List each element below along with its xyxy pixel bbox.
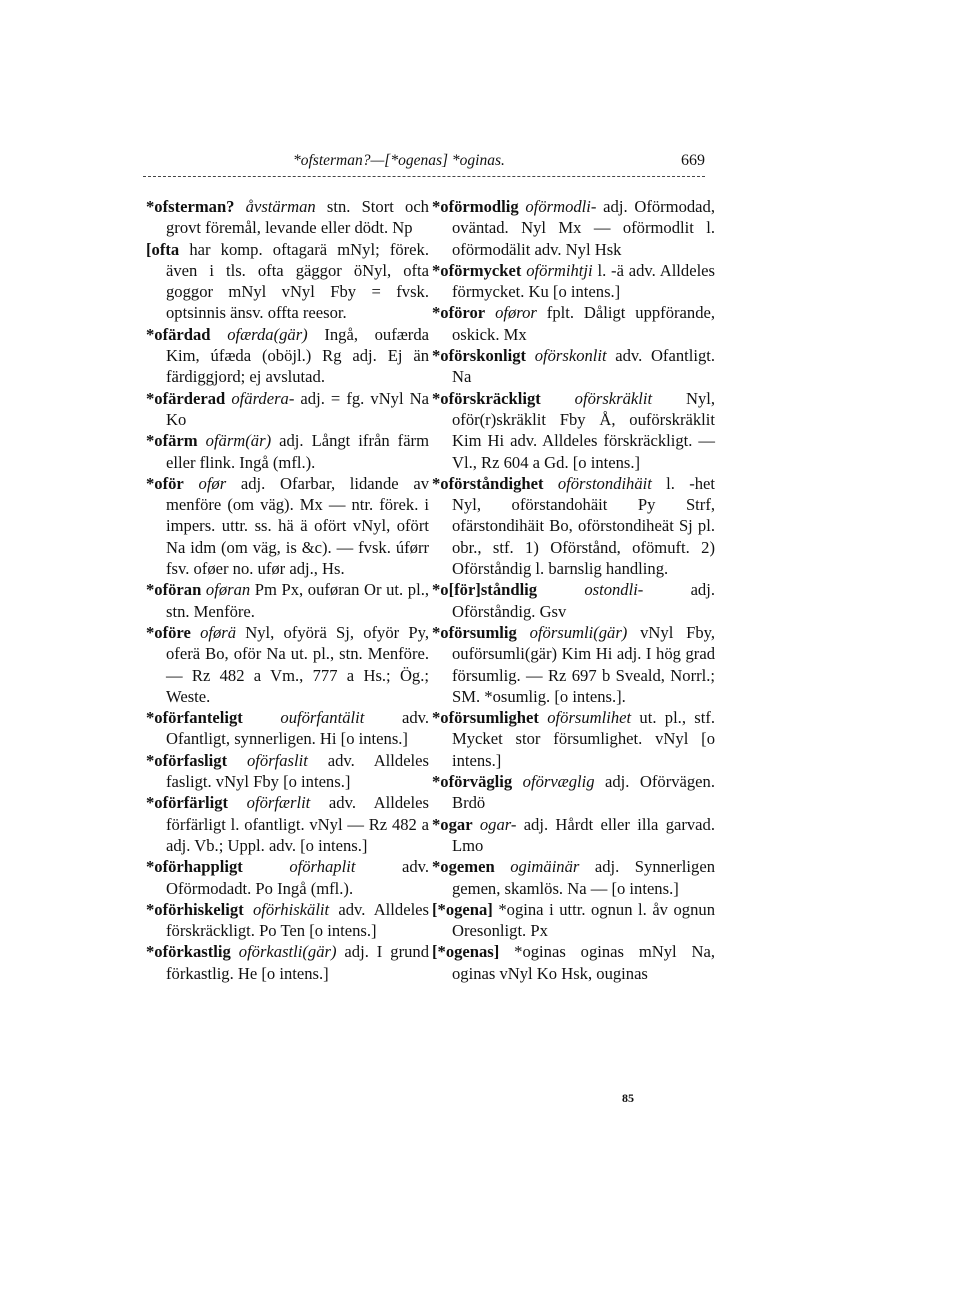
entry-text: har komp. oftagarä mNyl; förek. även i tls. ofta gäggor öNyl, ofta goggor mNyl vNyl Fby = fvsk. optsinnis änsv. offta reesor.: [166, 239, 429, 323]
dictionary-entry: [432, 707, 715, 771]
entry-text: adv. Alldeles förfärligt l. ofantligt. vNyl — Rz 482 a adj. Vb.; Uppl. adv. [o intens.]: [166, 793, 429, 855]
running-head: *ofsterman?—[*ogenas] *oginas.: [293, 152, 505, 169]
dictionary-entry: [146, 473, 429, 579]
entry-text: fplt. Dåligt uppförande, oskick. Mx: [452, 303, 716, 344]
dialect-form: oförstondihäit: [557, 473, 652, 493]
page-number: 669: [681, 152, 705, 169]
entry-text: adv. Alldeles förskräckligt. Po Ten [o intens.]: [166, 899, 429, 941]
entry-text: adv. Alldeles fasligt. vNyl Fby [o intens.]: [166, 750, 429, 792]
headword: *oföran: [146, 580, 202, 600]
entry-text: adj. Oförståndig. Gsv: [452, 580, 715, 621]
headword: *ofärderad: [146, 388, 226, 408]
dialect-form: ofärdera-: [231, 388, 295, 408]
dictionary-entry: [432, 856, 715, 899]
headword: *oförståndighet: [432, 473, 544, 493]
headword: *oföror: [432, 303, 486, 323]
page-header: [143, 152, 705, 178]
entry-text: adj. Långt ifrån färm eller flink. Ingå (mfl.).: [166, 431, 429, 472]
dictionary-entry: [146, 941, 429, 984]
headword: *oförsumlighet: [432, 708, 539, 728]
entry-text: adv. Ofantligt, synnerligen. Hi [o intens.]: [166, 708, 429, 749]
folio-number: 85: [622, 1091, 634, 1105]
headword: *ofärdad: [146, 324, 211, 344]
dictionary-entry: [146, 579, 429, 622]
dialect-form: ouförfantälit: [280, 708, 365, 728]
dictionary-entry: [146, 324, 429, 388]
dictionary-entry: [432, 771, 715, 814]
dialect-form: oförhiskälit: [252, 899, 330, 919]
dialect-form: ostondli-: [584, 580, 644, 600]
headword: *ofsterman?: [146, 197, 235, 216]
headword: *oförskonligt: [432, 346, 527, 366]
dialect-form: oförskräklit: [574, 388, 653, 408]
dictionary-entry: [146, 792, 429, 856]
headword: *ogar: [432, 814, 473, 834]
dialect-form: ofør: [198, 473, 227, 493]
headword: *o[för]ståndlig: [432, 580, 538, 600]
dialect-form: ogimäinär: [510, 857, 580, 877]
dictionary-entry: [432, 260, 715, 303]
header-rule: [143, 176, 705, 177]
headword: *oförhappligt: [146, 857, 243, 877]
dialect-form: oförfaslit: [246, 750, 308, 770]
headword: *ogemen: [432, 857, 495, 877]
dialect-form: oförmihtji: [526, 260, 593, 280]
headword: *oföre: [146, 622, 191, 642]
headword: *oförfanteligt: [146, 708, 243, 728]
dialect-form: oförhaplit: [289, 857, 356, 877]
dialect-form: ogar-: [479, 814, 517, 834]
entry-text: Nyl, ofyörä Sj, ofyör Py, oferä Bo, oför Na ut. pl., stn. Menföre. — Rz 482 a Vm., 777 a Hs.; Ög.; Weste.: [166, 622, 429, 706]
entry-text: ut. pl., stf. Mycket stor försumlighet. vNyl [o intens.]: [452, 708, 715, 770]
entry-text: adv. Ofantligt. Na: [452, 346, 715, 387]
dictionary-entry: [146, 707, 429, 750]
headword: *oförsumlig: [432, 622, 517, 642]
entry-text: adj. Oförmodad, oväntad. Nyl Mx — oförmodlit l. oförmodälit adv. Nyl Hsk: [452, 197, 715, 259]
entry-text: *oginas oginas mNyl Na, oginas vNyl Ko Hsk, ouginas: [452, 942, 715, 983]
headword: [*ogenas]: [432, 942, 500, 962]
headword: *oförkastlig: [146, 942, 231, 962]
entry-text: Nyl, oför(r)skräklit Fby Å, ouförskräklit Kim Hi adv. Alldeles förskräckligt. — Vl., Rz 604 a Gd. [o intens.]: [452, 388, 715, 472]
dictionary-entry: [432, 345, 715, 388]
dialect-form: ofärm(är): [205, 431, 272, 451]
entry-text: adj. Hårdt eller illa garvad. Lmo: [452, 814, 715, 855]
dialect-form: oförkastli(gär): [238, 942, 337, 962]
right-column: [432, 196, 715, 984]
headword: *oför: [146, 473, 184, 493]
headword: *oförhiskeligt: [146, 899, 244, 919]
dictionary-entry: [432, 196, 715, 260]
dictionary-entry: [146, 750, 429, 793]
dialect-form: oförskonlit: [534, 346, 607, 366]
entry-text: adv. Oförmodadt. Po Ingå (mfl.).: [166, 857, 429, 898]
dictionary-entry: [432, 473, 715, 579]
dictionary-entry: [432, 579, 715, 622]
dialect-form: oförsumli(gär): [529, 622, 628, 642]
dialect-form: oförsumlihet: [547, 708, 632, 728]
dictionary-entry: [146, 239, 429, 324]
dialect-form: ofærda(gär): [227, 324, 308, 344]
dialect-form: oføran: [205, 580, 251, 600]
headword: *oförväglig: [432, 772, 513, 792]
dictionary-entry: [432, 622, 715, 707]
entry-text: l. -het Nyl, oförstandohäit Py Strf, ofärstondihäit Bo, oförstondiheät Sj pl. obr., stf. 1) Oförstånd, ofömuft. 2) Oförståndig l. barnslig handling.: [452, 473, 715, 579]
dictionary-entry: [146, 388, 429, 431]
entry-text: adj. Oförvägen. Brdö: [452, 772, 715, 813]
entry-text: *ogina i uttr. ognun l. åv ognun Oresonligt. Px: [452, 899, 715, 941]
dialect-form: oförfærlit: [246, 793, 311, 813]
dictionary-entry: [432, 899, 715, 942]
headword: [*ogena]: [432, 899, 493, 919]
dialect-form: åvstärman: [245, 197, 316, 216]
entry-text: adj. = fg. vNyl Na Ko: [166, 388, 429, 429]
headword: [ofta: [146, 239, 180, 259]
headword: *oförfärligt: [146, 793, 229, 813]
entry-text: adj. Synnerligen gemen, skamlös. Na — [o intens.]: [452, 857, 715, 898]
dictionary-entry: [432, 302, 715, 345]
dictionary-entry: [146, 899, 429, 942]
dictionary-entry: [146, 856, 429, 899]
entry-text: Ingå, oufærda Kim, úfæda (oböjl.) Rg adj. Ej än färdiggjord; ej avslutad.: [166, 324, 429, 387]
entry-text: vNyl Fby, ouförsumli(gär) Kim Hi adj. I hög grad försumlig. — Rz 697 b Sveald, Norrl.; SM. *osumlig. [o intens.].: [452, 622, 715, 706]
dialect-form: oføror: [495, 303, 537, 323]
dictionary-entry: [432, 814, 715, 857]
entry-text: l. -ä adv. Alldeles förmycket. Ku [o intens.]: [452, 260, 716, 302]
headword: *oförfasligt: [146, 750, 228, 770]
dialect-form: oförvæglig: [522, 772, 595, 792]
headword: *oförskräckligt: [432, 388, 541, 408]
dictionary-entry: [432, 941, 715, 984]
dictionary-entry: [146, 622, 429, 707]
entry-text: adj. Ofarbar, lidande av menföre (om väg). Mx — ntr. förek. i impers. uttr. ss. hä ä ofört vNyl, ofört Na idm (om väg, is &c). — fvsk. úførr fsv. oføer no. ufør adj., Hs.: [166, 473, 430, 579]
dialect-form: oförmodli-: [525, 197, 597, 216]
headword: *oförmycket: [432, 260, 522, 280]
dictionary-entry: [146, 430, 429, 473]
entry-text: Pm Px, ouføran Or ut. pl., stn. Menföre.: [166, 580, 429, 621]
entry-text: adj. I grund förkastlig. He [o intens.]: [166, 942, 429, 983]
headword: *ofärm: [146, 431, 198, 451]
dialect-form: oførä: [200, 622, 237, 642]
dictionary-entry: [432, 388, 715, 473]
headword: *oförmodlig: [432, 197, 519, 216]
dictionary-entry: [146, 196, 429, 239]
entry-text: stn. Stort och grovt föremål, levande eller dödt. Np: [166, 197, 429, 238]
left-column: [146, 196, 429, 984]
